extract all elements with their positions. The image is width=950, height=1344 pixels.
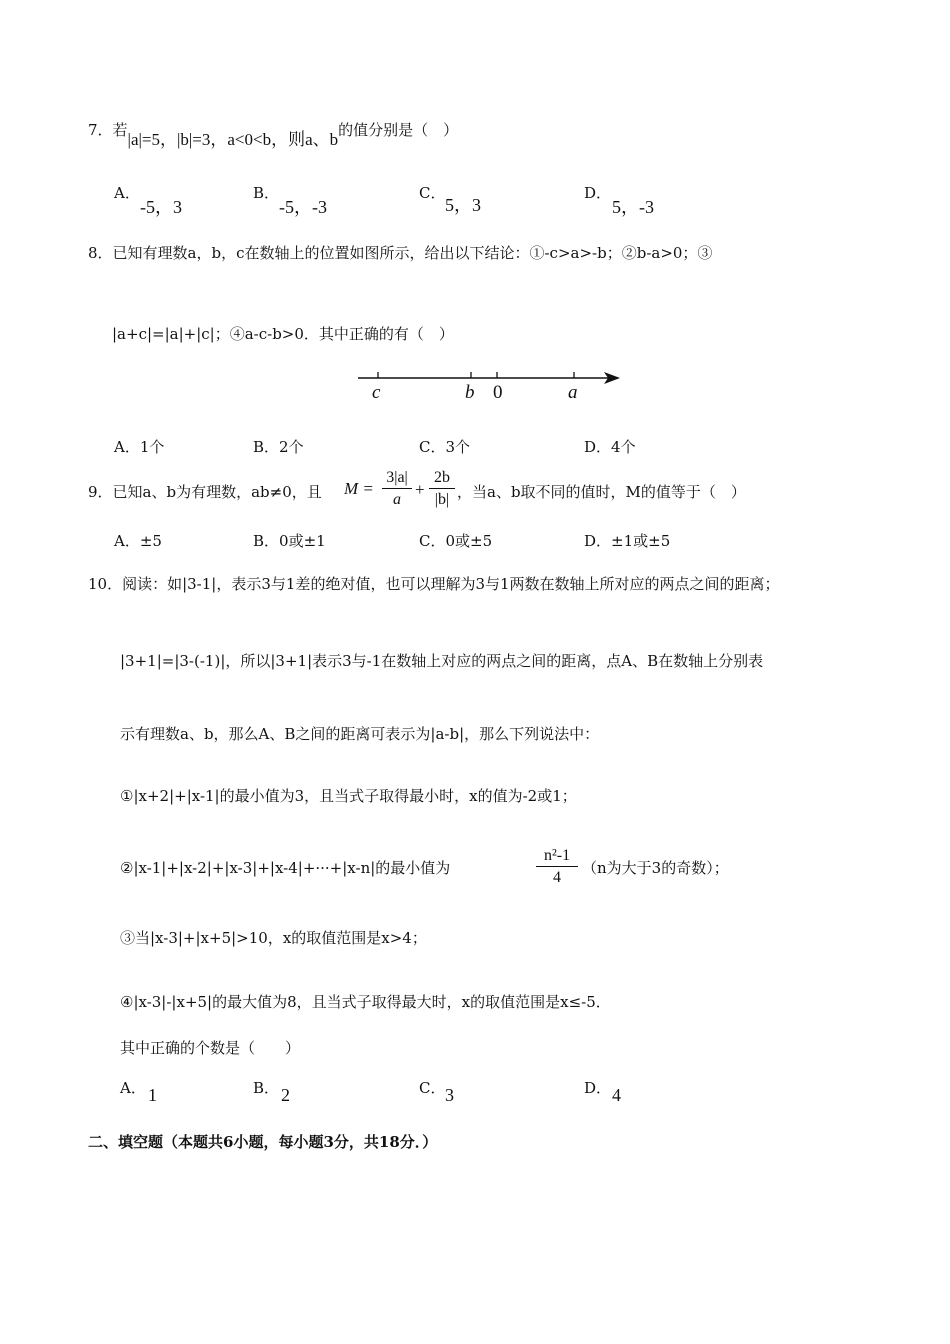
q10-statement-2-denominator: 4	[553, 869, 561, 886]
q10-statement-1: ①|x+2|+|x-1|的最小值为3，且当式子取得最小时，x的值为-2或1；	[120, 787, 577, 805]
q10-option-a[interactable]: A．	[120, 1079, 146, 1097]
q10-statement-2-pre: ②|x-1|+|x-2|+|x-3|+|x-4|+···+|x-n|的最小值为	[120, 859, 451, 877]
q7-option-a[interactable]: A．	[114, 184, 140, 202]
q10-conclusion: 其中正确的个数是（ ）	[120, 1039, 301, 1057]
q10-option-c[interactable]: C．	[419, 1079, 446, 1097]
q9-option-a[interactable]: A．±5	[114, 532, 162, 550]
q7-option-d-value: 5，-3	[612, 197, 654, 217]
q10-stem-line3: 示有理数a、b，那么A、B之间的距离可表示为|a-b|，那么下列说法中：	[120, 725, 600, 743]
q10-statement-2-fraction	[536, 846, 578, 889]
q10-stem-line1: 10．阅读：如|3-1|，表示3与1差的绝对值，也可以理解为3与1两数在数轴上所对应的两点之间的距离；	[88, 575, 780, 593]
q10-option-b[interactable]: B．	[253, 1079, 280, 1097]
q8-stem-line1: 8．已知有理数a，b，c在数轴上的位置如图所示，给出以下结论：①-c>a>-b；②b-a>0；③	[88, 244, 713, 262]
q10-option-c-value: 3	[445, 1085, 454, 1105]
q7-stem: 7．若|a|=5，|b|=3，a<0<b，则a、b的值分别是（ ）	[88, 121, 459, 149]
q9-stem-post: ，当a、b取不同的值时，M的值等于（ ）	[457, 483, 746, 501]
section-2-title: 二、填空题（本题共6小题，每小题3分，共18分．）	[88, 1133, 438, 1151]
q9-fraction-1	[382, 468, 412, 511]
q10-stem-line2: |3+1|=|3-(-1)|，所以|3+1|表示3与-1在数轴上对应的两点之间的距离，点A、B在数轴上分别表	[120, 652, 764, 670]
q8-stem-line2: |a+c|=|a|+|c|；④a-c-b>0．其中正确的有（ ）	[112, 325, 454, 343]
q10-option-a-value: 1	[148, 1085, 157, 1105]
q7-option-c[interactable]: C．	[419, 184, 446, 202]
q10-statement-2-post: （n为大于3的奇数）；	[582, 859, 729, 877]
q7-option-b[interactable]: B．	[253, 184, 280, 202]
q8-option-a[interactable]: A．1个	[114, 438, 165, 456]
q9-fraction-2-denominator: |b|	[434, 491, 450, 508]
q7-option-a-value: -5，3	[140, 197, 182, 217]
label-a: a	[568, 382, 578, 403]
q9-option-c[interactable]: C．0或±5	[419, 532, 493, 550]
q9-M-label: M =	[344, 479, 374, 498]
q8-option-c[interactable]: C．3个	[419, 438, 471, 456]
q8-option-b[interactable]: B．2个	[253, 438, 304, 456]
q9-fraction-2	[429, 468, 455, 511]
q9-fraction-2-numerator: 2b	[429, 468, 455, 489]
q7-option-b-value: -5，-3	[279, 197, 327, 217]
q10-statement-3: ③当|x-3|+|x+5|>10，x的取值范围是x>4；	[120, 929, 427, 947]
q9-fraction-1-numerator: 3|a|	[382, 468, 412, 489]
number-line	[350, 362, 630, 408]
q10-option-d-value: 4	[612, 1085, 621, 1105]
q10-statement-4: ④|x-3|-|x+5|的最大值为8，且当式子取得最大时，x的取值范围是x≤-5．	[120, 993, 611, 1011]
q9-option-d[interactable]: D．±1或±5	[584, 532, 671, 550]
q9-option-b[interactable]: B．0或±1	[253, 532, 326, 550]
label-0: 0	[493, 382, 503, 403]
q9-fraction-1-denominator: a	[393, 491, 401, 508]
q7-option-c-value: 5，3	[445, 195, 481, 215]
label-c: c	[372, 382, 381, 403]
q7-option-d[interactable]: D．	[584, 184, 612, 202]
q10-statement-2-numerator: n²-1	[536, 846, 578, 867]
q10-option-d[interactable]: D．	[584, 1079, 612, 1097]
q10-option-b-value: 2	[281, 1085, 290, 1105]
label-b: b	[465, 382, 475, 403]
q8-option-d[interactable]: D．4个	[584, 438, 636, 456]
q9-plus: +	[415, 480, 425, 499]
q9-stem-pre: 9．已知a、b为有理数，ab≠0，且	[88, 483, 322, 501]
